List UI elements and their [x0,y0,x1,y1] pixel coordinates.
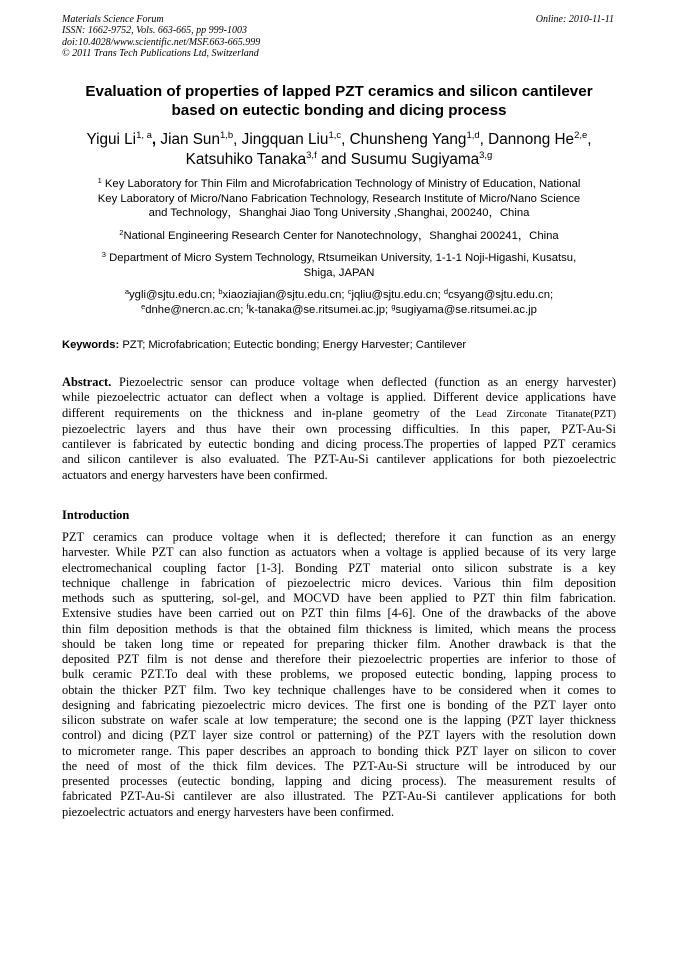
title-line: based on eutectic bonding and dicing process [171,102,507,119]
abstract-label: Abstract. [62,375,112,389]
journal-header [62,14,482,60]
author-separator: , [151,131,157,148]
author-separator: , [479,131,484,148]
body-line: silicon substrate on wafer scale at low temperature; the second one is the lapping (PZT layer thickness [62,713,616,727]
keywords [62,338,618,352]
affiliation-text: Department of Micro System Technology, Rtsumeikan University, 1-1-1 Noji-Higashi, Kusatsu, [109,252,577,264]
affiliation-text: National Engineering Research Center for Nanotechnology，Shanghai 200241，China [123,230,559,242]
author-affiliation-mark: 1,d [466,130,480,141]
email-mark: e [141,301,146,311]
body-line: obtain the thicker PZT film. Two key technique challenges have to be considered when it comes to [62,682,616,697]
body-line: the need of most of the thick film devices. The PZT-Au-Si structure will be introduced by our [62,758,616,773]
email-address: dnhe@nercn.ac.cn; [145,303,247,316]
affiliation-mark: 1 [97,176,102,185]
affiliation-line [40,251,638,266]
email-line [40,288,638,303]
author-affiliation-mark: 3,f [306,150,317,161]
body-line: methods such as sputtering, sol-gel, and MOCVD have been applied to PZT thin film fabrication. [62,591,616,605]
email-address: jqliu@sjtu.edu.cn; [351,289,444,301]
author-separator: , [233,131,238,148]
body-line: control) and dicing (PZT layer size control or patterning) of the PZT layers with the resolution down [62,728,616,743]
email-mark: b [218,287,223,296]
abstract-text: Piezoelectric sensor can produce voltage when deflected (function as an energy harvester) [118,375,616,389]
body-line: technique challenge in fabrication of piezoelectric micro devices. Various thin film deposition [62,575,616,590]
affiliation-line: Key Laboratory of Micro/Nano Fabrication Technology, Research Institute of Micro/Nano Science [97,192,581,205]
affiliation-3 [40,251,638,280]
author-affiliation-mark: 1,c [328,130,342,141]
affiliation-2 [40,229,638,244]
author-list [30,130,648,170]
author-name: Chunsheng Yang [349,131,467,148]
author-affiliation-mark: 2,e [574,130,588,141]
body-line: designing and fabricating piezoelectric micro devices. The first one is bonding of the PZT layer onto [62,697,616,712]
email-address: k-tanaka@se.ritsumei.ac.jp; [248,303,392,316]
body-line: PZT ceramics can produce voltage when it is deflected; therefore it can function as an energy [62,530,616,544]
author-separator: , [341,131,346,148]
body-line: bulk ceramic PZT.To deal with these problems, we proposed eutectic bonding, lapping process to [62,667,616,682]
keywords-text: PZT; Microfabrication; Eutectic bonding; Energy Harvester; Cantilever [122,339,467,351]
paper-title [40,82,638,120]
email-line [40,303,638,318]
affiliation-1 [40,177,638,221]
author-name: Jian Sun [160,131,220,148]
affiliation-mark: 2 [119,228,124,237]
keywords-label: Keywords: [62,339,120,351]
abstract-line: actuators and energy harvesters have been confirmed. [62,467,328,482]
author-name: Jingquan Liu [241,131,329,148]
abstract-line: while piezoelectric actuator can deflect when a voltage is applied. Different device applications have [62,390,616,405]
email-address: xiaoziajian@sjtu.edu.cn; [222,289,348,301]
body-line: piezoelectric actuators and energy harvesters have been confirmed. [62,804,395,819]
author-affiliation-mark: 1,b [219,130,234,141]
author-affiliation-mark: 3,g [479,150,493,161]
body-line: deposited PZT film is not dense and therefore their piezoelectric properties are inferior to those of [62,652,616,666]
abstract-line [62,406,616,422]
abstract-line: cantilever is fabricated by eutectic bonding and dicing process.The properties of lapped PZT ceramics [62,437,616,451]
author-separator: and [320,151,347,168]
email-address: csyang@sjtu.edu.cn; [448,289,554,301]
body-line: fabricated PZT-Au-Si cantilever are also illustrated. The PZT-Au-Si cantilever applications for both [62,789,616,804]
email-mark: g [391,301,396,311]
introduction-body [62,530,616,820]
body-line: harvester. While PZT can also function as actuators when a voltage is applied because of its very large [62,545,616,560]
body-line: to micrometer range. This paper describes an approach to bonding thick PZT layer on silicon to cover [62,743,616,758]
abstract [62,375,616,483]
journal-name: Materials Science Forum [62,14,164,25]
author-name: Susumu Sugiyama [350,151,480,168]
author-name: Katsuhiko Tanaka [185,151,307,168]
author-line [30,150,648,170]
email-mark: c [347,287,352,296]
body-line: presented processes (eutectic bonding, lapping and dicing process). The measurement results of [62,774,616,788]
email-mark: a [124,287,130,296]
abstract-text: Lead Zirconate Titanate(PZT) [475,408,616,420]
author-name: Yigui Li [86,131,137,148]
email-mark: f [246,301,249,311]
email-list [40,288,638,317]
email-address: ygli@sjtu.edu.cn; [129,289,219,301]
affiliation-line [40,229,638,244]
affiliation-text: Key Laboratory for Thin Film and Microfabrication Technology of Ministry of Education, National [104,178,581,190]
journal-issn: ISSN: 1662-9752, Vols. 663-665, pp 999-1003 [62,25,247,37]
author-name: Dannong He [488,131,575,148]
body-line: electromechanical coupling factor [1-3]. Bonding PZT material onto silicon substrate is a key [62,560,616,575]
affiliation-mark: 3 [101,250,106,259]
author-separator: , [587,131,592,148]
affiliation-line [40,177,638,192]
journal-doi: doi:10.4028/www.scientific.net/MSF.663-665.999 [62,36,261,48]
abstract-line: and silicon cantilever is also evaluated. The PZT-Au-Si cantilever applications for both piezoelectric [62,452,616,467]
abstract-text: different requirements on the thickness and in-plane geometry of the [62,405,466,420]
section-heading-introduction: Introduction [62,508,130,522]
online-date: Online: 2010-11-11 [535,14,614,25]
body-line: thin film deposition methods is that the obtained film thickness is limited, which means the process [62,621,616,636]
author-line [30,130,648,150]
affiliation-line: Shiga, JAPAN [303,266,375,279]
email-address: sugiyama@se.ritsumei.ac.jp [395,303,537,316]
body-line: Extensive studies have been carried out on PZT thin films [4-6]. One of the drawbacks of the above [62,606,616,621]
affiliation-line: and Technology，Shanghai Jiao Tong University ,Shanghai, 200240，China [148,207,530,220]
author-affiliation-mark: 1, a [136,130,152,141]
title-line: Evaluation of properties of lapped PZT ceramics and silicon cantilever [85,83,593,100]
abstract-line [62,375,616,390]
body-line: should be taken long time or repeated for preparing thicker film. Another drawback is that the [62,636,616,651]
journal-copyright: © 2011 Trans Tech Publications Ltd, Switzerland [62,48,259,60]
abstract-line: piezoelectric layers and thus have their own processing difficulties. In this paper, PZT-Au-Si [62,421,616,436]
email-mark: d [443,287,449,296]
